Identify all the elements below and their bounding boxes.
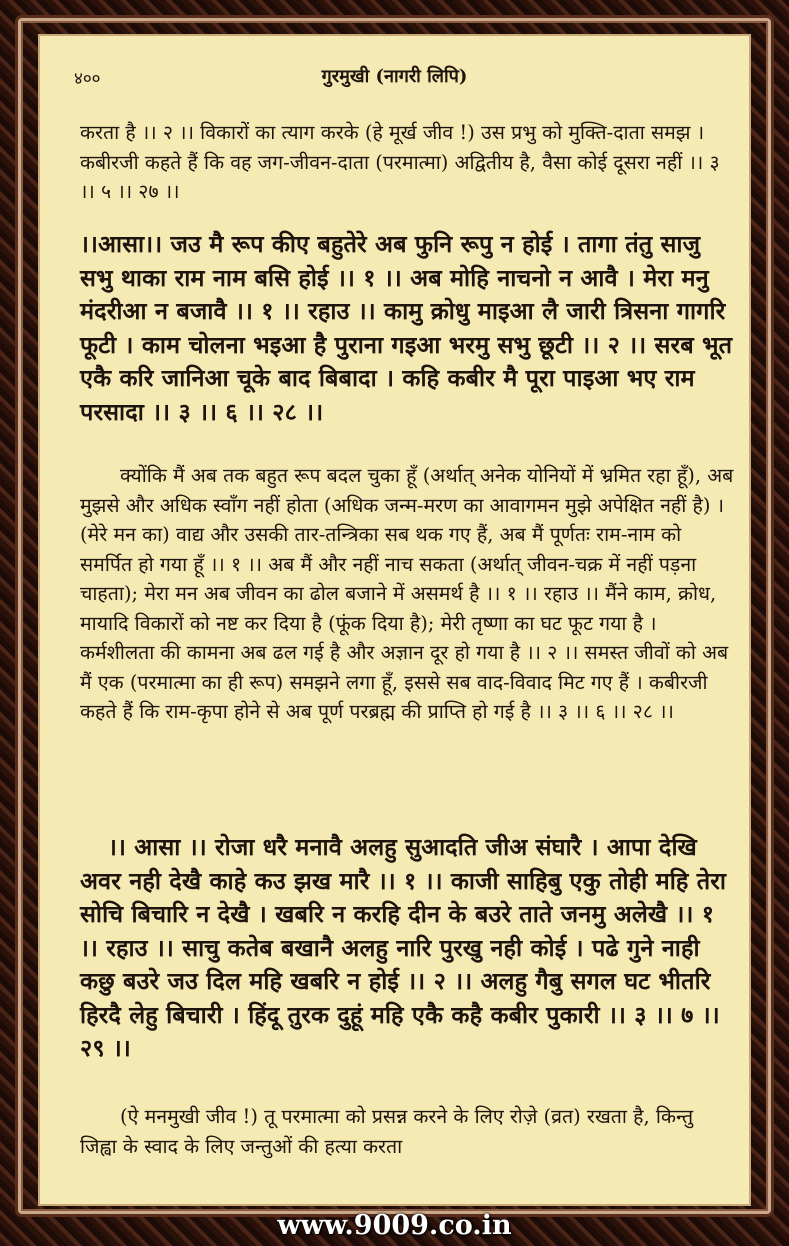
footer-url: www.9009.co.in — [277, 1210, 512, 1241]
page-header — [40, 36, 749, 89]
verse-2: ।। आसा ।। रोजा धरै मनावै अलहु सुआदति जीअ संघारै । आपा देखि अवर नही देखै काहे कउ झख मारै ।। १ ।। काजी साहिबु एकु तोही महि तेरा सोचि बिचारि न देखै । खबरि न करहि दीन के बउरे ताते जनमु अलेखै ।। १ ।। रहाउ ।। साचु कतेब बखानै अलहु नारि पुरखु नही कोई । पढे गुने नाही कछु बउरे जउ दिल महि खबरि न होई ।। २ ।। अलहु गैबु सगल घट भीतरि हिरदै लेहु बिचारी । हिंदू तुरक दुहूं महि एकै कहै कबीर पुकारी ।। ३ ।। ७ ।। २९ ।। — [80, 833, 727, 1062]
page-number: ४०० — [74, 69, 101, 89]
paragraph-3: (ऐ मनमुखी जीव !) तू परमात्मा को प्रसन्न करने के लिए रोज़े (व्रत) रखता है, किन्तु जिह्वा के स्वाद के लिए जन्तुओं की हत्या करता — [80, 1105, 694, 1158]
book-page — [38, 34, 751, 1206]
paragraph-1: करता है ।। २ ।। विकारों का त्याग करके (हे मूर्ख जीव !) उस प्रभु को मुक्ति-दाता समझ । कबीरजी कहते हैं कि वह जग-जीवन-दाता (परमात्मा) अद्वितीय है, वैसा कोई दूसरा नहीं ।। ३ ।। ५ ।। २७ ।। — [80, 121, 720, 203]
verse-1: ।।आसा।। जउ मै रूप कीए बहुतेरे अब फुनि रूपु न होई । तागा तंतु साजु सभु थाका राम नाम बसि होई ।। १ ।। अब मोहि नाचनो न आवै । मेरा मनु मंदरीआ न बजावै ।। १ ।। रहाउ ।। कामु क्रोधु माइआ लै जारी त्रिसना गागरि फूटी । काम चोलना भइआ है पुराना गइआ भरमु सभु छूटी ।। २ ।। सरब भूत एकै करि जानिआ चूके बाद बिबादा । कहि कबीर मै पूरा पाइआ भए राम परसादा ।। ३ ।। ६ ।। २८ ।। — [80, 230, 733, 426]
running-title: गुरमुखी (नागरी लिपि) — [321, 66, 468, 87]
paragraph-2: क्योंकि मैं अब तक बहुत रूप बदल चुका हूँ (अर्थात् अनेक योनियों में भ्रमित रहा हूँ), अब मुझसे और अधिक स्वाँग नहीं होता (अधिक जन्म-मरण का आवागमन मुझे अपेक्षित नहीं है) । (मेरे मन का) वाद्य और उसकी तार-तन्त्रिका सब थक गए हैं, अब मैं पूर्णतः राम-नाम को समर्पित हो गया हूँ ।। १ ।। अब मैं और नहीं नाच सकता (अर्थात् जीवन-चक्र में नहीं पड़ना चाहता); मेरा मन अब जीवन का ढोल बजाने में असमर्थ है ।। १ ।। रहाउ ।। मैंने काम, क्रोध, मायादि विकारों को नष्ट कर दिया है (फूंक दिया है); मेरी तृष्णा का घट फूट गया है । कर्मशीलता की कामना अब ढल गई है और अज्ञान दूर हो गया है ।। २ ।। समस्त जीवों को अब मैं एक (परमात्मा का ही रूप) समझने लगा हूँ, इससे सब वाद-विवाद मिट गए हैं । कबीरजी कहते हैं कि राम-कृपा होने से अब पूर्ण परब्रह्म की प्राप्ति हो गई है ।। ३ ।। ६ ।। २८ ।। — [80, 464, 734, 723]
